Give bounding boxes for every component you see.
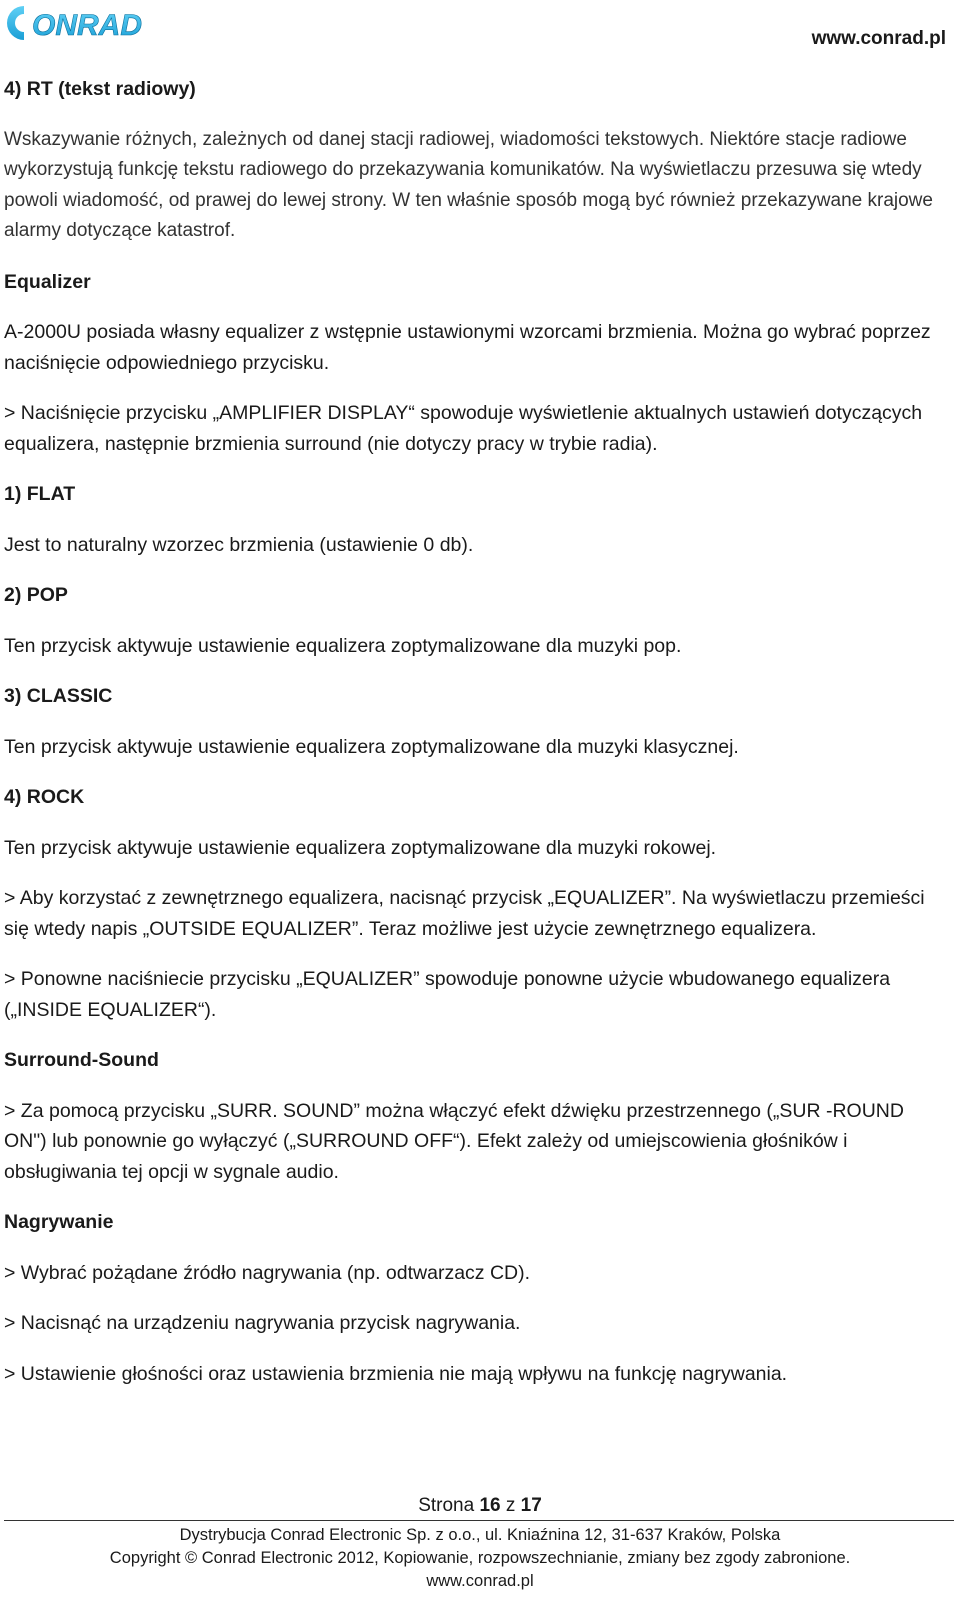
page-prefix: Strona bbox=[418, 1495, 475, 1516]
conrad-logo bbox=[2, 2, 162, 44]
paragraph: > Ustawienie głośności oraz ustawienia brzmienia nie mają wpływu na funkcję nagrywania. bbox=[4, 1362, 788, 1385]
paragraph: > Aby korzystać z zewnętrznego equalizera, nacisnąć przycisk „EQUALIZER”. Na wyświetlaczu przemieści się wtedy napis „OUTSIDE EQUALIZER”. Teraz możliwe jest użycie zewnętrznego equalizera. bbox=[4, 887, 925, 940]
page-footer bbox=[0, 1494, 960, 1518]
paragraph: Ten przycisk aktywuje ustawienie equalizera zoptymalizowane dla muzyki klasycznej. bbox=[4, 735, 739, 758]
page-separator: z bbox=[505, 1495, 516, 1516]
section-heading: Equalizer bbox=[4, 270, 91, 293]
site-url[interactable]: www.conrad.pl bbox=[811, 28, 946, 49]
page-number bbox=[0, 1494, 960, 1518]
paragraph: Wskazywanie różnych, zależnych od danej stacji radiowej, wiadomości tekstowych. Niektóre stacje radiowe wykorzystują funkcję tekstu radiowego do przekazywania komunikatów. Na wyświetlaczu przesuwa się wtedy powoli wiadomość, od prawej do lewej strony. W ten właśnie sposób mogą być również przekazywane krajowe alarmy dotyczące katastrof. bbox=[4, 128, 933, 241]
footer-distribution: Dystrybucja Conrad Electronic Sp. z o.o., ul. Kniaźnina 12, 31-637 Kraków, Polska bbox=[179, 1526, 781, 1544]
svg-text:ONRAD: ONRAD bbox=[32, 9, 142, 42]
paragraph: > Ponowne naciśniecie przycisku „EQUALIZER” spowoduje ponowne użycie wbudowanego equalizera („INSIDE EQUALIZER“). bbox=[4, 968, 891, 1021]
footer-copyright: Copyright © Conrad Electronic 2012, Kopiowanie, rozpowszechnianie, zmiany bez zgody zabronione. bbox=[109, 1549, 851, 1567]
paragraph: Ten przycisk aktywuje ustawienie equalizera zoptymalizowane dla muzyki rokowej. bbox=[4, 836, 717, 859]
section-heading: Surround-Sound bbox=[4, 1049, 159, 1071]
section-heading: 4) ROCK bbox=[4, 786, 85, 808]
section-heading: 1) FLAT bbox=[4, 483, 76, 505]
page-header bbox=[0, 0, 960, 52]
paragraph: Jest to naturalny wzorzec brzmienia (ustawienie 0 db). bbox=[4, 533, 474, 556]
footer-url[interactable]: www.conrad.pl bbox=[426, 1572, 534, 1590]
paragraph: A-2000U posiada własny equalizer z wstępnie ustawionymi wzorcami brzmienia. Można go wybrać poprzez naciśnięcie odpowiedniego przycisku. bbox=[4, 321, 931, 374]
page-current: 16 bbox=[479, 1495, 501, 1516]
paragraph: > Wybrać pożądane źródło nagrywania (np. odtwarzacz CD). bbox=[4, 1261, 531, 1284]
footer-divider bbox=[4, 1520, 954, 1521]
paragraph: > Nacisnąć na urządzeniu nagrywania przycisk nagrywania. bbox=[4, 1312, 521, 1334]
paragraph: > Za pomocą przycisku „SURR. SOUND” można włączyć efekt dźwięku przestrzennego („SUR -ROUND ON") lub ponownie go wyłączyć („SURROUND OFF“). Efekt zależy od umiejscowienia głośników i obsługiwania tej opcji w sygnale audio. bbox=[4, 1099, 904, 1183]
paragraph: Ten przycisk aktywuje ustawienie equalizera zoptymalizowane dla muzyki pop. bbox=[4, 634, 682, 657]
section-heading: 3) CLASSIC bbox=[4, 685, 113, 707]
section-heading: 2) POP bbox=[4, 584, 68, 606]
document-body bbox=[4, 74, 950, 1409]
paragraph: > Naciśnięcie przycisku „AMPLIFIER DISPLAY“ spowoduje wyświetlenie aktualnych ustawień dotyczących equalizera, następnie brzmienia surround (nie dotyczy pracy w trybie radia). bbox=[4, 402, 923, 455]
section-heading: Nagrywanie bbox=[4, 1211, 114, 1233]
page-total: 17 bbox=[520, 1495, 542, 1516]
section-heading: 4) RT (tekst radiowy) bbox=[4, 78, 196, 100]
